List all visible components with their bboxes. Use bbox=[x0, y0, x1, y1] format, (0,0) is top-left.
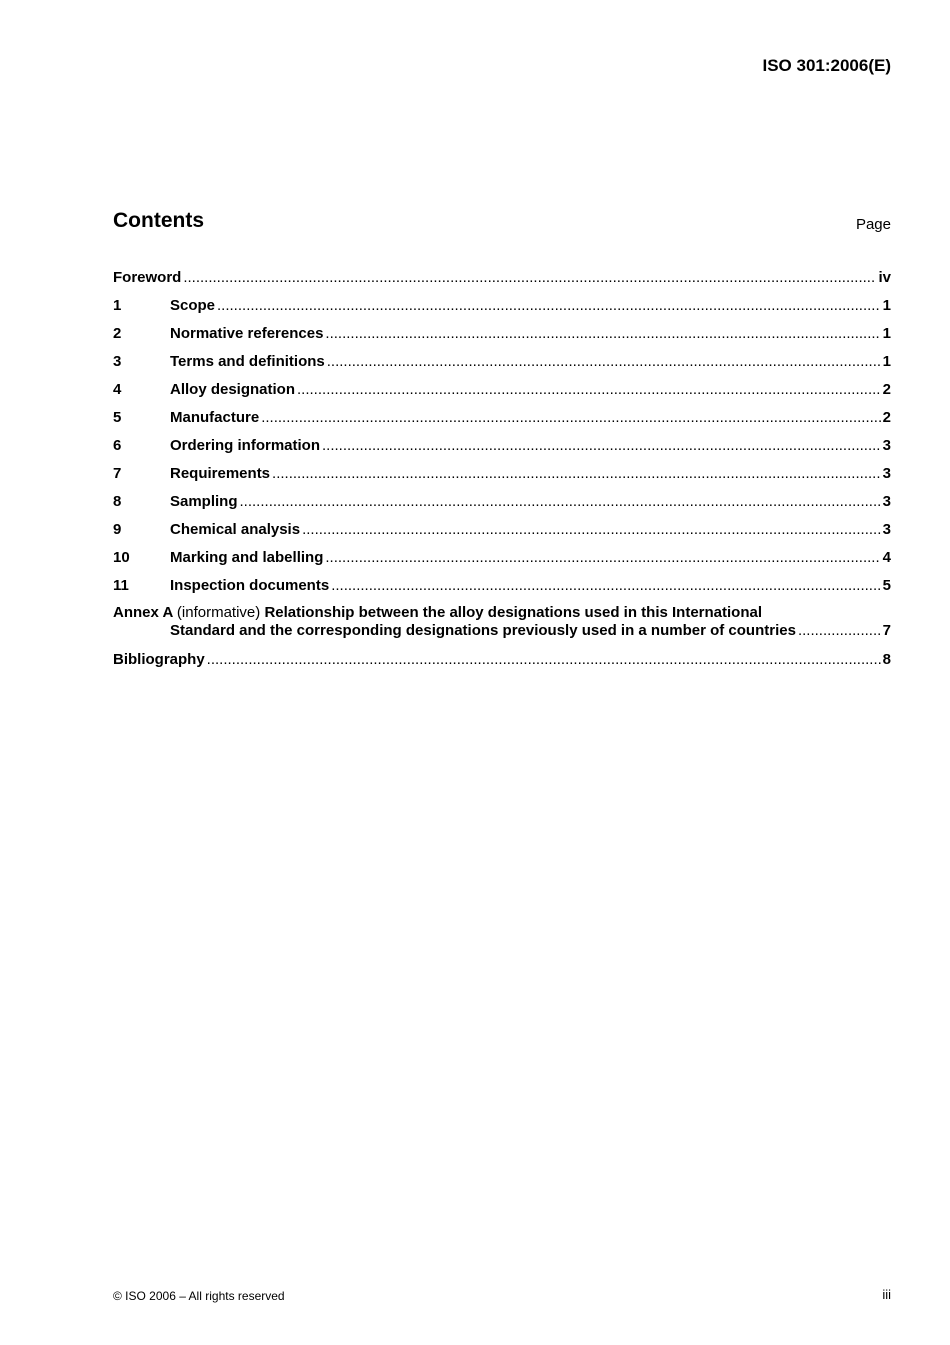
toc-entry-page: 3 bbox=[882, 465, 891, 482]
toc-entry-number: 10 bbox=[113, 549, 130, 566]
toc-entry-5[interactable] bbox=[113, 408, 891, 436]
toc-entry-6[interactable] bbox=[113, 436, 891, 464]
dot-leader bbox=[207, 650, 881, 670]
toc-entry-label: Normative references bbox=[170, 325, 324, 342]
dot-leader bbox=[297, 380, 881, 400]
toc-entry-9[interactable] bbox=[113, 520, 891, 548]
toc-entry-1[interactable] bbox=[113, 296, 891, 324]
toc-entry-number: 1 bbox=[113, 297, 122, 314]
toc-entry-7[interactable] bbox=[113, 464, 891, 492]
dot-leader bbox=[325, 548, 880, 568]
dot-leader bbox=[240, 492, 881, 512]
toc-entry-number: 6 bbox=[113, 437, 122, 454]
toc-entry-label: Alloy designation bbox=[170, 381, 296, 398]
toc-entry-page: 1 bbox=[882, 353, 891, 370]
toc-entry-label: Terms and definitions bbox=[170, 353, 325, 370]
annex-title-line1 bbox=[113, 604, 891, 622]
dot-leader bbox=[322, 436, 881, 456]
toc-entry-page: 2 bbox=[882, 381, 891, 398]
toc-entry-3[interactable] bbox=[113, 352, 891, 380]
annex-title-text-2: Standard and the corresponding designations previously used in a number of countries bbox=[170, 622, 796, 639]
toc-entry-label: Sampling bbox=[170, 493, 238, 510]
toc-entry-8[interactable] bbox=[113, 492, 891, 520]
toc-entry-label: Requirements bbox=[170, 465, 271, 482]
footer-copyright: © ISO 2006 – All rights reserved bbox=[113, 1289, 285, 1303]
toc-entry-foreword[interactable] bbox=[113, 268, 891, 296]
page-column-label: Page bbox=[855, 216, 891, 233]
toc-entry-label: Manufacture bbox=[170, 409, 260, 426]
toc-entry-annex-a[interactable] bbox=[113, 604, 891, 650]
toc-entry-10[interactable] bbox=[113, 548, 891, 576]
toc-entry-2[interactable] bbox=[113, 324, 891, 352]
toc-entry-number: 7 bbox=[113, 465, 122, 482]
annex-title-text-1: Relationship between the alloy designations used in this International bbox=[264, 604, 763, 621]
annex-type: (informative) bbox=[176, 604, 261, 621]
dot-leader bbox=[272, 464, 881, 484]
toc-entry-label: Foreword bbox=[113, 269, 182, 286]
toc-entry-4[interactable] bbox=[113, 380, 891, 408]
dot-leader bbox=[327, 352, 881, 372]
dot-leader bbox=[183, 268, 876, 288]
toc-entry-label: Inspection documents bbox=[170, 577, 330, 594]
toc-entry-bibliography[interactable] bbox=[113, 650, 891, 678]
dot-leader bbox=[798, 622, 881, 640]
annex-prefix: Annex A bbox=[113, 604, 173, 621]
toc-entry-page: 2 bbox=[882, 409, 891, 426]
toc-entry-number: 2 bbox=[113, 325, 122, 342]
toc-entry-page: 1 bbox=[882, 325, 891, 342]
toc-entry-number: 5 bbox=[113, 409, 122, 426]
toc-entry-page: 8 bbox=[882, 651, 891, 668]
toc-entry-number: 8 bbox=[113, 493, 122, 510]
dot-leader bbox=[302, 520, 881, 540]
toc-entry-page: 3 bbox=[882, 521, 891, 538]
annex-title-line2 bbox=[113, 622, 891, 640]
contents-heading: Contents bbox=[113, 209, 204, 232]
toc-entry-page: 1 bbox=[882, 297, 891, 314]
toc-entry-page: 7 bbox=[882, 622, 891, 639]
toc-entry-number: 9 bbox=[113, 521, 122, 538]
toc-entry-11[interactable] bbox=[113, 576, 891, 604]
dot-leader bbox=[261, 408, 880, 428]
toc-entry-label: Marking and labelling bbox=[170, 549, 324, 566]
toc-entry-page: iv bbox=[878, 269, 891, 286]
toc-entry-label: Scope bbox=[170, 297, 216, 314]
toc-entry-label: Bibliography bbox=[113, 651, 205, 668]
dot-leader bbox=[325, 324, 880, 344]
toc-entry-page: 4 bbox=[882, 549, 891, 566]
toc-entry-number: 4 bbox=[113, 381, 122, 398]
toc-entry-number: 11 bbox=[113, 577, 129, 594]
toc-entry-label: Chemical analysis bbox=[170, 521, 301, 538]
toc-entry-page: 3 bbox=[882, 493, 891, 510]
toc-entry-label: Ordering information bbox=[170, 437, 320, 454]
toc-entry-number: 3 bbox=[113, 353, 122, 370]
document-id: ISO 301:2006(E) bbox=[762, 56, 891, 75]
dot-leader bbox=[217, 296, 881, 316]
footer-page-number: iii bbox=[882, 1287, 891, 1302]
toc-entry-page: 5 bbox=[882, 577, 891, 594]
toc-entry-page: 3 bbox=[882, 437, 891, 454]
table-of-contents bbox=[113, 268, 891, 678]
dot-leader bbox=[331, 576, 880, 596]
